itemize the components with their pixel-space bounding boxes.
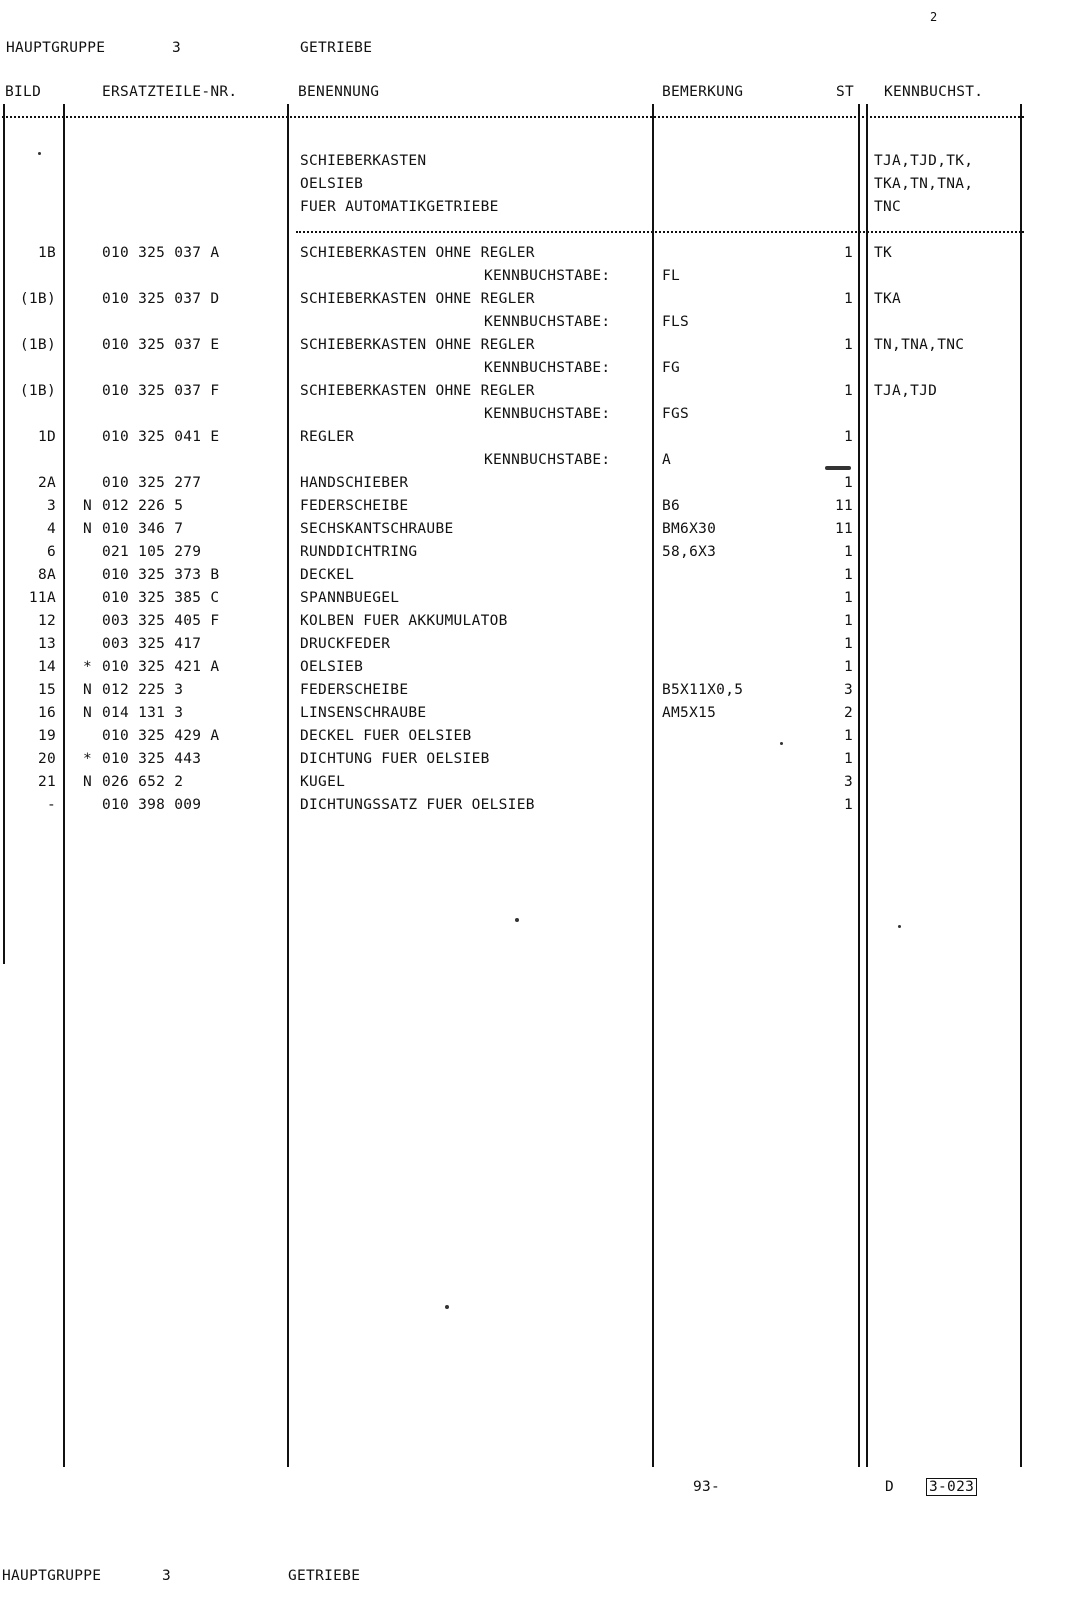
row-mark: N xyxy=(83,774,93,790)
row-qty: 1 xyxy=(843,797,853,813)
row-qty: 1 xyxy=(843,544,853,560)
row-qty: 1 xyxy=(843,383,853,399)
grid-line xyxy=(287,104,289,1467)
row-bild: 16 xyxy=(37,705,56,721)
section-title: SCHIEBERKASTEN xyxy=(300,153,427,169)
row-remark: BM6X30 xyxy=(662,521,717,537)
page-number: 93- xyxy=(693,1479,721,1495)
next-group-number: 3 xyxy=(162,1568,172,1584)
row-name: LINSENSCHRAUBE xyxy=(300,705,427,721)
row-name: DRUCKFEDER xyxy=(300,636,391,652)
section-code: TNC xyxy=(874,199,902,215)
row-name: FEDERSCHEIBE xyxy=(300,498,409,514)
row-bild: 20 xyxy=(37,751,56,767)
row-name: DECKEL xyxy=(300,567,355,583)
row-bild: (1B) xyxy=(19,337,56,353)
row-bild: 11A xyxy=(28,590,56,606)
row-mark: N xyxy=(83,705,93,721)
row-part-number: 010 346 7 xyxy=(102,521,184,537)
row-name: SCHIEBERKASTEN OHNE REGLER xyxy=(300,337,535,353)
row-qty: 1 xyxy=(843,337,853,353)
row-remark: B5X11X0,5 xyxy=(662,682,744,698)
row-name: SCHIEBERKASTEN OHNE REGLER xyxy=(300,383,535,399)
row-qty: 1 xyxy=(843,429,853,445)
row-name: SPANNBUEGEL xyxy=(300,590,400,606)
row-qty: 1 xyxy=(843,728,853,744)
row-code: TJA,TJD xyxy=(874,383,938,399)
scan-speck xyxy=(445,1305,449,1309)
row-bild: 13 xyxy=(37,636,56,652)
row-bild: 21 xyxy=(37,774,56,790)
grid-line xyxy=(63,104,65,1467)
row-part-number: 010 325 429 A xyxy=(102,728,220,744)
row-part-number: 003 325 417 xyxy=(102,636,202,652)
row-mark: N xyxy=(83,498,93,514)
row-bild: 19 xyxy=(37,728,56,744)
scan-speck xyxy=(515,918,519,922)
row-qty: 1 xyxy=(843,567,853,583)
next-group-label: HAUPTGRUPPE xyxy=(2,1568,102,1584)
row-name: DICHTUNG FUER OELSIEB xyxy=(300,751,490,767)
group-number: 3 xyxy=(172,40,182,56)
row-kennbuchstabe-value: FGS xyxy=(662,406,690,422)
row-bild: 3 xyxy=(46,498,56,514)
row-part-number: 010 325 037 D xyxy=(102,291,220,307)
row-part-number: 014 131 3 xyxy=(102,705,184,721)
row-name: SECHSKANTSCHRAUBE xyxy=(300,521,454,537)
row-kennbuchstabe-label: KENNBUCHSTABE: xyxy=(484,314,611,330)
row-bild: 1B xyxy=(37,245,56,261)
row-qty: 3 xyxy=(843,682,853,698)
row-bild: 6 xyxy=(46,544,56,560)
row-part-number: 010 398 009 xyxy=(102,797,202,813)
row-mark: * xyxy=(83,751,93,767)
row-kennbuchstabe-label: KENNBUCHSTABE: xyxy=(484,452,611,468)
row-bild: - xyxy=(46,797,56,813)
row-kennbuchstabe-value: A xyxy=(662,452,672,468)
col-header-code: KENNBUCHST. xyxy=(884,84,984,100)
grid-line xyxy=(858,104,860,1467)
row-remark: 58,6X3 xyxy=(662,544,717,560)
row-remark: B6 xyxy=(662,498,681,514)
row-bild: 12 xyxy=(37,613,56,629)
corner-mark: 2 xyxy=(930,10,938,24)
row-part-number: 010 325 037 A xyxy=(102,245,220,261)
row-qty: 2 xyxy=(843,705,853,721)
row-qty: 1 xyxy=(843,291,853,307)
row-part-number: 010 325 037 E xyxy=(102,337,220,353)
row-name: OELSIEB xyxy=(300,659,364,675)
row-part-number: 010 325 277 xyxy=(102,475,202,491)
row-qty: 11 xyxy=(834,521,853,537)
row-qty: 1 xyxy=(843,475,853,491)
row-part-number: 010 325 373 B xyxy=(102,567,220,583)
row-part-number: 010 325 037 F xyxy=(102,383,220,399)
section-subtitle: FUER AUTOMATIKGETRIEBE xyxy=(300,199,499,215)
row-qty: 1 xyxy=(843,590,853,606)
row-bild: 4 xyxy=(46,521,56,537)
row-kennbuchstabe-label: KENNBUCHSTABE: xyxy=(484,268,611,284)
row-qty: 1 xyxy=(843,636,853,652)
row-code: TK xyxy=(874,245,893,261)
row-qty: 1 xyxy=(843,751,853,767)
row-kennbuchstabe-value: FG xyxy=(662,360,681,376)
col-header-qty: ST xyxy=(836,84,855,100)
row-part-number: 021 105 279 xyxy=(102,544,202,560)
row-mark: * xyxy=(83,659,93,675)
row-qty: 1 xyxy=(843,613,853,629)
next-group-name: GETRIEBE xyxy=(288,1568,361,1584)
row-bild: 1D xyxy=(37,429,56,445)
grid-line xyxy=(1020,104,1022,1467)
row-bild: 8A xyxy=(37,567,56,583)
row-bild: (1B) xyxy=(19,291,56,307)
row-part-number: 012 225 3 xyxy=(102,682,184,698)
row-part-number: 003 325 405 F xyxy=(102,613,220,629)
row-code: TN,TNA,TNC xyxy=(874,337,965,353)
row-part-number: 010 325 443 xyxy=(102,751,202,767)
row-kennbuchstabe-label: KENNBUCHSTABE: xyxy=(484,360,611,376)
section-code: TKA,TN,TNA, xyxy=(874,176,974,192)
row-name: KOLBEN FUER AKKUMULATOB xyxy=(300,613,508,629)
row-name: DECKEL FUER OELSIEB xyxy=(300,728,472,744)
row-name: SCHIEBERKASTEN OHNE REGLER xyxy=(300,291,535,307)
scan-speck xyxy=(38,152,41,155)
row-part-number: 010 325 385 C xyxy=(102,590,220,606)
row-mark: N xyxy=(83,521,93,537)
row-part-number: 026 652 2 xyxy=(102,774,184,790)
page-code-box: 3-023 xyxy=(926,1478,977,1496)
row-part-number: 010 325 421 A xyxy=(102,659,220,675)
row-bild: (1B) xyxy=(19,383,56,399)
header-separator xyxy=(2,116,1024,118)
row-qty: 11 xyxy=(834,498,853,514)
row-kennbuchstabe-value: FLS xyxy=(662,314,690,330)
row-name: FEDERSCHEIBE xyxy=(300,682,409,698)
row-bild: 15 xyxy=(37,682,56,698)
row-qty: 1 xyxy=(843,245,853,261)
row-kennbuchstabe-label: KENNBUCHSTABE: xyxy=(484,406,611,422)
row-kennbuchstabe-value: FL xyxy=(662,268,681,284)
row-name: DICHTUNGSSATZ FUER OELSIEB xyxy=(300,797,535,813)
row-part-number: 012 226 5 xyxy=(102,498,184,514)
row-mark: N xyxy=(83,682,93,698)
row-bild: 2A xyxy=(37,475,56,491)
grid-line xyxy=(652,104,654,1467)
row-name: RUNDDICHTRING xyxy=(300,544,418,560)
scan-speck xyxy=(780,742,783,745)
row-bild: 14 xyxy=(37,659,56,675)
row-name: REGLER xyxy=(300,429,355,445)
row-name: HANDSCHIEBER xyxy=(300,475,409,491)
col-header-bild: BILD xyxy=(5,84,42,100)
col-header-name: BENENNUNG xyxy=(298,84,380,100)
language-code: D xyxy=(885,1479,895,1495)
row-qty: 3 xyxy=(843,774,853,790)
grid-line xyxy=(866,104,868,1467)
section-subtitle: OELSIEB xyxy=(300,176,364,192)
group-name: GETRIEBE xyxy=(300,40,373,56)
row-name: SCHIEBERKASTEN OHNE REGLER xyxy=(300,245,535,261)
row-code: TKA xyxy=(874,291,902,307)
row-name: KUGEL xyxy=(300,774,346,790)
scan-speck xyxy=(825,466,851,470)
row-part-number: 010 325 041 E xyxy=(102,429,220,445)
grid-line xyxy=(3,104,5,964)
group-label: HAUPTGRUPPE xyxy=(6,40,106,56)
section-code: TJA,TJD,TK, xyxy=(874,153,974,169)
col-header-part-no: ERSATZTEILE-NR. xyxy=(102,84,238,100)
col-header-remark: BEMERKUNG xyxy=(662,84,744,100)
section-separator xyxy=(296,231,1024,233)
row-remark: AM5X15 xyxy=(662,705,717,721)
row-qty: 1 xyxy=(843,659,853,675)
scan-speck xyxy=(898,925,901,928)
